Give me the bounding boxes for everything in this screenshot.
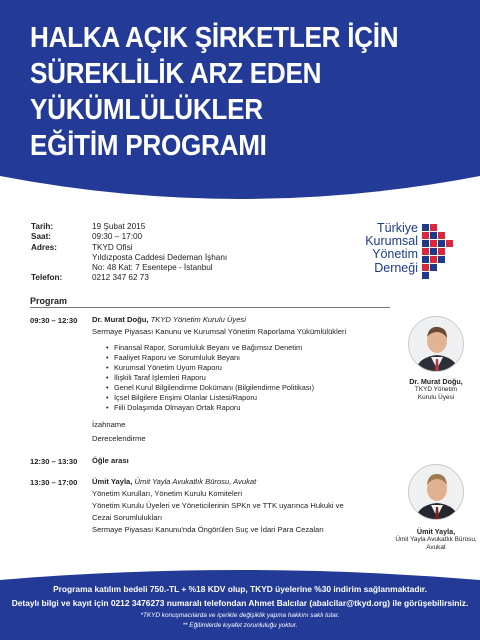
time-label: Saat: xyxy=(31,232,52,242)
page-title xyxy=(30,20,426,164)
session2-line-1: Yönetim Kurulları, Yönetim Kurulu Komiteleri xyxy=(92,489,243,498)
date-value: 19 Şubat 2015 xyxy=(92,222,146,231)
title-line-1: HALKA AÇIK ŞİRKETLER İÇİN xyxy=(30,22,399,54)
list-item: • Fiili Dolaşımda Olmayan Ortak Raporu xyxy=(106,403,314,413)
address-line-3: No: 48 Kat: 7 Esentepe - İstanbul xyxy=(92,263,213,273)
session2-speaker-line xyxy=(92,476,256,488)
session1-extra-1: İzahname xyxy=(92,420,126,429)
divider xyxy=(30,307,390,308)
address-line-1: TKYD Ofisi xyxy=(92,242,133,252)
lunch-time: 12:30 – 13:30 xyxy=(30,457,78,466)
phone-value: 0212 347 62 73 xyxy=(92,273,149,283)
footer-fee-text: Programa katılım bedeli 750.-TL + %18 KDV olup, TKYD üyelerine %30 indirim sağlanmaktadır. xyxy=(53,584,427,594)
speaker1-portrait-photo-icon xyxy=(408,316,464,372)
list-item: • Faaliyet Raporu ve Sorumluluk Beyanı xyxy=(106,353,314,363)
list-item: • İçsel Bilgilere Erişimi Olanlar Listesi/Raporu xyxy=(106,393,314,403)
speaker1-name: Dr. Murat Doğu, xyxy=(409,377,463,386)
lunch-label: Öğle arası xyxy=(92,456,129,465)
list-item: • İlişkili Taraf İşlemleri Raporu xyxy=(106,373,314,383)
session2-affiliation: Ümit Yayla Avukatlık Bürosu, Avukat xyxy=(134,477,257,486)
footer-note-2: ** Eğitimlerde kıyafet zorunluluğu yoktur. xyxy=(182,622,298,629)
date-label: Tarih: xyxy=(31,222,54,231)
title-line-2: SÜREKLİLİK ARZ EDEN xyxy=(30,58,322,90)
program-heading: Program xyxy=(30,296,68,306)
logo-line-3: Yönetim xyxy=(372,247,418,262)
logo-line-1: Türkiye xyxy=(377,221,418,235)
title-line-4: EĞİTİM PROGRAMI xyxy=(30,130,267,162)
session1-bullet-list xyxy=(106,343,314,413)
title-line-3: YÜKÜMLÜLÜKLER xyxy=(30,94,263,126)
speaker1-caption-line-2: Kurulu Üyesi xyxy=(417,394,455,401)
speaker2-caption-line-1: Ümit Yayla Avukatlık Bürosu, xyxy=(395,536,477,543)
time-value: 09:30 – 17:00 xyxy=(92,232,143,242)
session2-line-4: Sermaye Piyasası Kanunu'nda Öngörülen Suç ve İdari Para Cezaları xyxy=(92,525,324,534)
session1-affiliation: TKYD Yönetim Kurulu Üyesi xyxy=(150,315,246,324)
session1-speaker: Dr. Murat Doğu, xyxy=(92,315,149,324)
phone-label: Telefon: xyxy=(31,273,63,283)
list-item: • Finansal Rapor, Sorumluluk Beyanı ve Bağımsız Denetim xyxy=(106,343,314,353)
speaker1-caption xyxy=(388,378,480,402)
speaker2-name: Ümit Yayla, xyxy=(416,527,456,536)
list-item: • Kurumsal Yönetim Uyum Raporu xyxy=(106,363,314,373)
session2-time: 13:30 – 17:00 xyxy=(30,478,78,487)
speaker2-caption-line-2: Avukat xyxy=(426,544,446,551)
list-item: • Genel Kurul Bilgilendirme Dokümanı (Bilgilendirme Politikası) xyxy=(106,383,314,393)
address-line-2: Yıldızposta Caddesi Dedeman İşhanı xyxy=(92,252,228,262)
session1-topic: Sermaye Piyasası Kanunu ve Kurumsal Yönetim Raporlama Yükümlülükleri xyxy=(92,327,347,336)
logo-line-2: Kurumsal xyxy=(365,234,418,249)
address-label: Adres: xyxy=(31,242,57,252)
session2-line-2: Yönetim Kurulu Üyeleri ve Yöneticilerinin SPKn ve TTK uyarınca Hukuki ve xyxy=(92,501,344,510)
session1-time: 09:30 – 12:30 xyxy=(30,316,78,325)
speaker2-caption xyxy=(384,528,480,552)
logo-line-4: Derneği xyxy=(374,260,418,275)
session1-speaker-line xyxy=(92,314,246,326)
speaker1-caption-line-1: TKYD Yönetim xyxy=(414,386,458,393)
session2-speaker: Ümit Yayla, xyxy=(92,477,133,486)
footer-contact-text: Detaylı bilgi ve kayıt için 0212 3476273 numaralı telefondan Ahmet Balcılar (abalcilar@tkyd.org) ile görüşebilirsiniz. xyxy=(11,598,469,608)
session1-extra-2: Derecelendirme xyxy=(92,434,146,443)
logo-text xyxy=(322,222,418,275)
speaker2-portrait-photo-icon xyxy=(408,464,464,520)
footer-note-1: *TKYD konuşmacılarda ve içerikte değişiklik yapma hakkını saklı tutar. xyxy=(140,612,340,619)
session2-line-3: Cezai Sorumlulukları xyxy=(92,513,163,522)
